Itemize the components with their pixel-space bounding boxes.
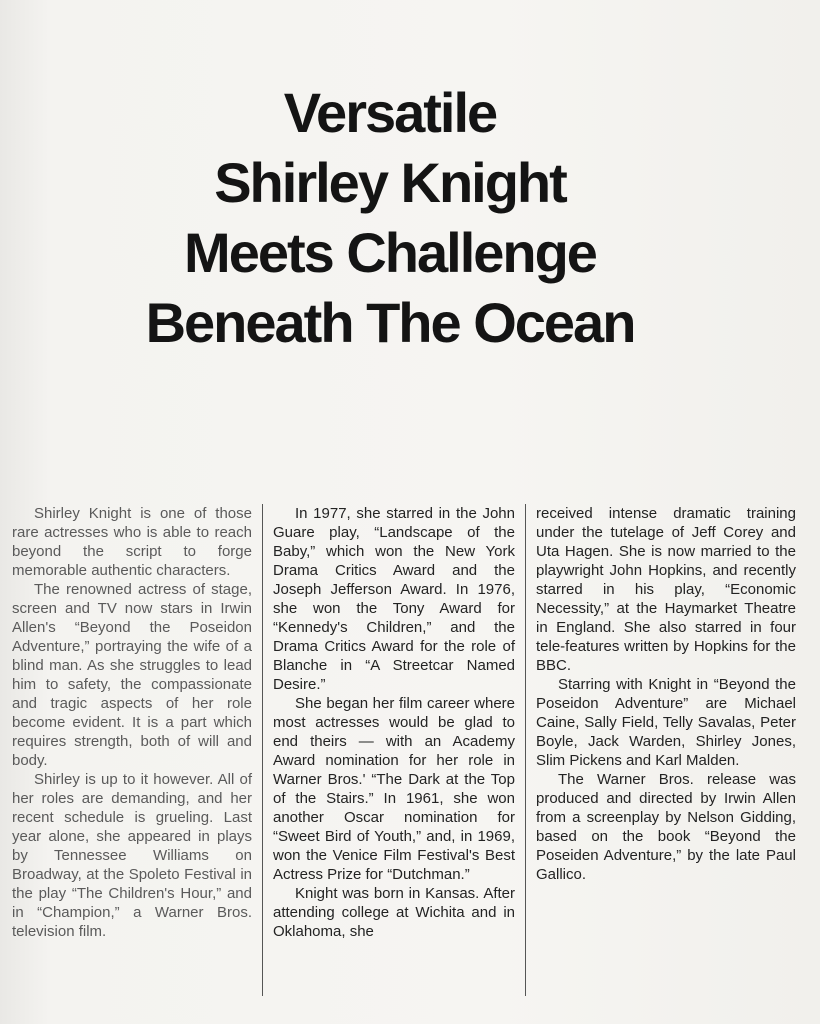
column-2 bbox=[262, 504, 526, 996]
article-body bbox=[12, 504, 796, 996]
headline-line: Shirley Knight bbox=[214, 151, 566, 214]
headline-line: Versatile bbox=[283, 81, 497, 144]
bleed-through-text bbox=[0, 0, 820, 50]
column-1 bbox=[12, 504, 262, 996]
paragraph: She began her film career where most actresses would be glad to end theirs — with an Academy Award nomination for her role in Warner Bros.' “The Dark at the Top of the Stairs.” In 1961, she won another Oscar nomination for “Sweet Bird of Youth,” and, in 1969, won the Venice Film Festival's Best Actress Prize for “Dutchman.” bbox=[273, 695, 515, 883]
paragraph: Starring with Knight in “Beyond the Poseidon Adventure” are Michael Caine, Sally Field, Telly Savalas, Peter Boyle, Jack Warden, Shirley Jones, Slim Pickens and Karl Malden. bbox=[536, 676, 796, 769]
headline-line: Beneath The Ocean bbox=[145, 291, 635, 354]
headline-line: Meets Challenge bbox=[184, 221, 596, 284]
paragraph: Knight was born in Kansas. After attending college at Wichita and in Oklahoma, she bbox=[273, 885, 515, 940]
paragraph: In 1977, she starred in the John Guare play, “Landscape of the Baby,” which won the New York Drama Critics Award and the Joseph Jefferson Award. In 1976, she won the Tony Award for “Kennedy's Children,” and the Drama Critics Award for the role of Blanche in “A Streetcar Named Desire.” bbox=[273, 505, 515, 693]
article-headline bbox=[60, 78, 720, 358]
paragraph: received intense dramatic training under the tutelage of Jeff Corey and Uta Hagen. She is now married to the playwright John Hopkins, and recently starred in his play, “Economic Necessity,” at the Haymarket Theatre in England. She also starred in four tele-features written by Hopkins for the BBC. bbox=[536, 505, 796, 674]
paragraph: The renowned actress of stage, screen and TV now stars in Irwin Allen's “Beyond the Poseidon Adventure,” portraying the wife of a blind man. As she struggles to lead him to safety, the compassionate and tragic aspects of her role become evident. It is a part which requires strength, both of will and body. bbox=[12, 581, 252, 769]
paragraph: The Warner Bros. release was produced and directed by Irwin Allen from a screenplay by Nelson Gidding, based on the book “Beyond the Poseiden Adventure,” by the late Paul Gallico. bbox=[536, 771, 796, 883]
paragraph: Shirley Knight is one of those rare actresses who is able to reach beyond the script to forge memorable authentic characters. bbox=[12, 505, 252, 579]
bleed-through-text-mirrored bbox=[18, 44, 34, 109]
column-3 bbox=[526, 504, 796, 996]
paragraph: Shirley is up to it however. All of her roles are demanding, and her recent schedule is grueling. Last year alone, she appeared in plays by Tennessee Williams on Broadway, at the Spoleto Festival in the play “The Children's Hour,” and in “Champion,” a Warner Bros. television film. bbox=[12, 771, 252, 940]
